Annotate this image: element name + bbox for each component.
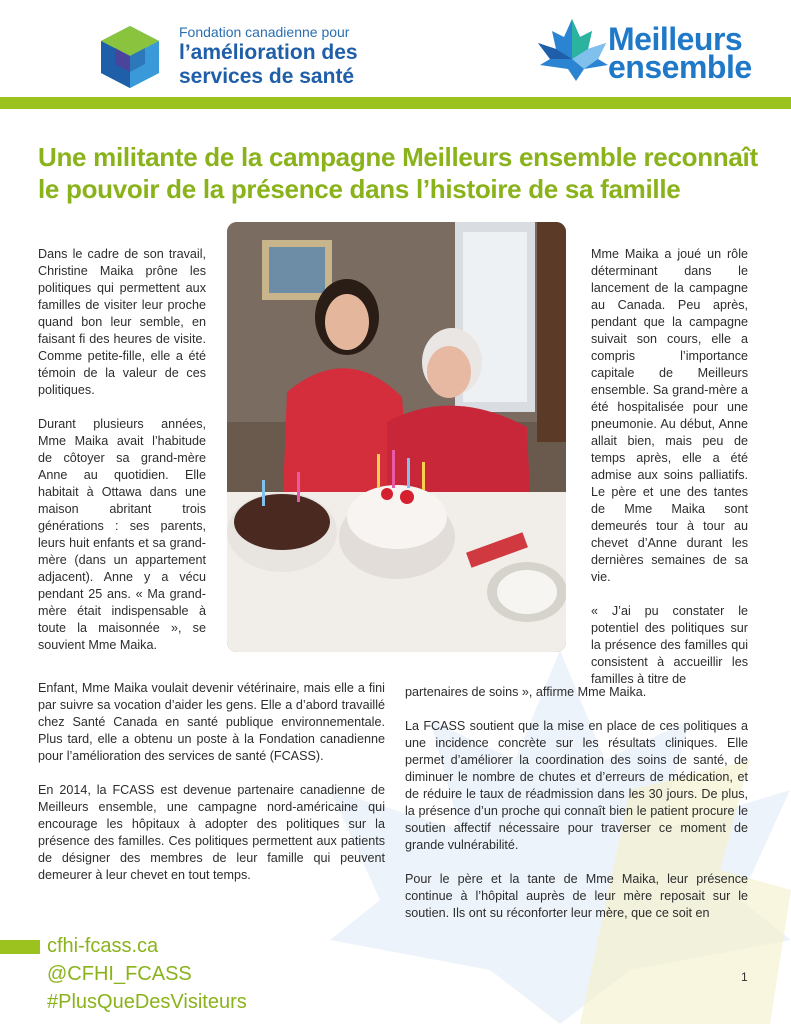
bottom-left-column (38, 680, 385, 884)
bottom-right-paragraph-1: partenaires de soins », affirme Mme Maika. (405, 685, 647, 699)
left-paragraph-2: Durant plusieurs années, Mme Maika avait l’habitude de côtoyer sa grand-mère Anne au quotidien. Elle habitait à Ottawa dans une maison abritant trois générations : ses parents, leurs huit enfants et sa grand-mère (dans un appartement adjacent). Anne y a vécu pendant 25 ans. « Ma grand-mère était indispensable à toute la maisonnée », se souvient Mme Maika. (38, 417, 206, 652)
article-title: Une militante de la campagne Meilleurs ensemble reconnaît le pouvoir de la présence dans l’histoire de sa famille (38, 142, 758, 204)
bottom-right-paragraph-3: Pour le père et la tante de Mme Maika, leur présence continue à l’hôpital auprès de leur mère reposait sur le soutien. Ils ont su réconforter leur mère, que ce soit en (405, 872, 748, 920)
header-rule (0, 97, 791, 109)
right-paragraph-1: Mme Maika a joué un rôle déterminant dans le lancement de la campagne au Canada. Peu après, pendant que la campagne suivait son cours, elle a compris l’importance capitale de Meilleurs ensemble. Sa grand-mère a été hospitalisée pour une pneumonie. Au début, Anne allait bien, mais peu de temps après, elle a été admise aux soins palliatifs. Le père et une des tantes de Mme Maika sont demeurés tour à tour au chevet d’Anne durant les dernières semaines de sa vie. (591, 247, 748, 584)
maple-leaf-logo-icon (536, 19, 608, 81)
org-line-3: services de santé (179, 65, 355, 88)
family-photo (227, 222, 566, 652)
org-line-1: Fondation canadienne pour (179, 24, 350, 40)
bottom-left-paragraph-1: Enfant, Mme Maika voulait devenir vétérinaire, mais elle a fini par suivre sa vocation d’aider les gens. Elle a d’abord travaillé chez Santé Canada en santé publique environnementale. Plus tard, elle a obtenu un poste à la Fondation canadienne pour l’amélioration des services de santé (FCASS). (38, 681, 385, 763)
bottom-left-paragraph-2: En 2014, la FCASS est devenue partenaire canadienne de Meilleurs ensemble, une campagne nord-américaine qui encourage les hôpitaux à adopter des politiques sur la présence des familles. Ces politiques permettent aux patients de désigner des membres de leur famille qui peuvent demeurer à leur chevet en tout temps. (38, 783, 385, 882)
org-name (179, 24, 358, 89)
bottom-right-paragraph-2: La FCASS soutient que la mise en place de ces politiques a une incidence concrète sur les résultats cliniques. Elle permet d’améliorer la coordination des soins de santé, de diminuer le nombre de chutes et d’erreurs de médication, et de réduire le taux de réadmission dans les 30 jours. De plus, la présence d’un proche qui connaît bien le patient procure le soutien affectif nécessaire pour traverser ce moment de grande vulnérabilité. (405, 719, 748, 852)
footer-rule (0, 940, 40, 954)
left-paragraph-1: Dans le cadre de son travail, Christine Maika prône les politiques qui permettent aux familles de visiter leur proche quand bon leur semble, en faisant fi des heures de visite. Comme petite-fille, elle a été témoin de la valeur de ces politiques. (38, 247, 206, 397)
twitter-handle-link[interactable]: @CFHI_FCASS (47, 963, 192, 985)
campaign-name (608, 21, 752, 85)
hashtag-link[interactable]: #PlusQueDesVisiteurs (47, 991, 247, 1013)
cfhi-cube-logo-icon (97, 24, 163, 90)
right-paragraph-2: « J’ai pu constater le potentiel des politiques sur la présence des familles qui consistent à accueillir les familles à titre de (591, 604, 748, 686)
left-column (38, 246, 206, 654)
footer-links (47, 932, 247, 1016)
campaign-line-1: Meilleurs (608, 21, 743, 57)
page-number: 1 (741, 970, 748, 984)
website-link[interactable]: cfhi-fcass.ca (47, 935, 159, 957)
right-column (591, 246, 748, 688)
bottom-right-column (405, 684, 748, 922)
org-line-2: l’amélioration des (179, 41, 358, 64)
campaign-line-2: ensemble (608, 49, 752, 85)
